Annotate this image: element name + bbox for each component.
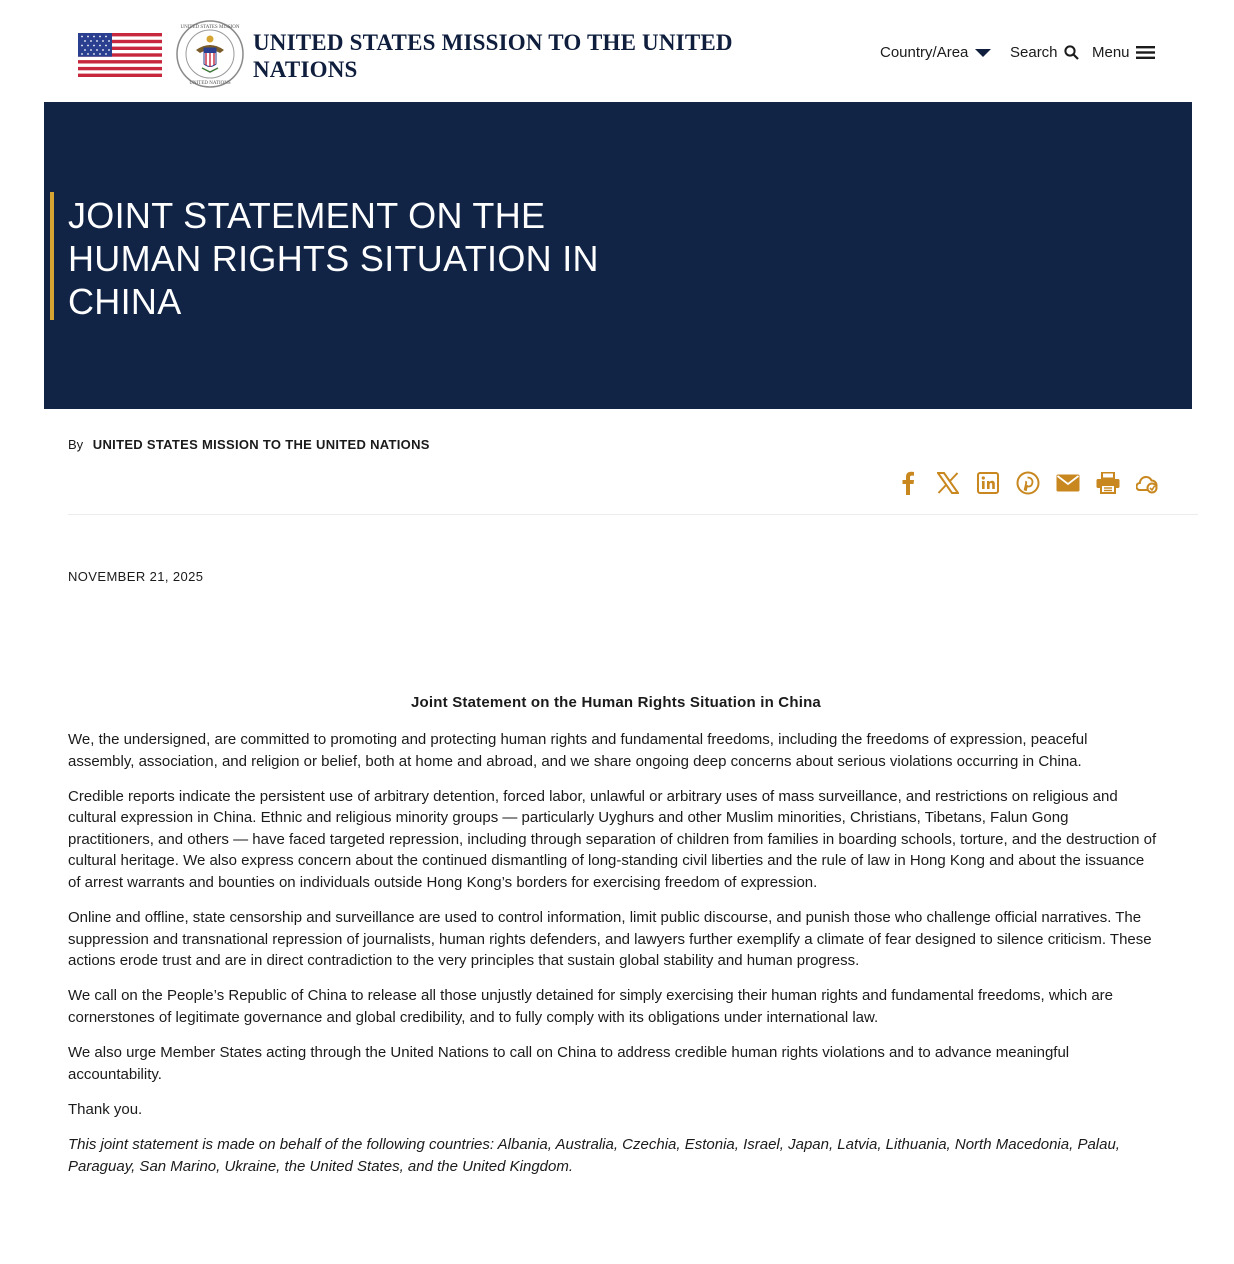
byline bbox=[68, 437, 430, 452]
linkedin-icon[interactable] bbox=[973, 468, 1003, 498]
byline-divider bbox=[68, 514, 1198, 515]
country-area-dropdown[interactable] bbox=[880, 44, 992, 61]
email-icon[interactable] bbox=[1053, 468, 1083, 498]
us-flag-icon bbox=[78, 33, 162, 77]
signatories-note: This joint statement is made on behalf of the following countries: Albania, Australia, Czechia, Estonia, Israel, Japan, Latvia, Lithuania, North Macedonia, Palau, Paraguay, San Marino, Ukraine, the United States, and the United Kingdom. bbox=[68, 1135, 1120, 1175]
hero-banner bbox=[44, 102, 1192, 409]
search-button[interactable] bbox=[1010, 44, 1079, 61]
article-title: Joint Statement on the Human Rights Situation in China bbox=[411, 694, 821, 711]
menu-button[interactable] bbox=[1092, 44, 1155, 61]
share-toolbar bbox=[893, 468, 1163, 498]
share-icon[interactable] bbox=[1133, 468, 1163, 498]
hamburger-icon bbox=[1136, 45, 1155, 60]
byline-prefix: By bbox=[68, 437, 84, 452]
article-paragraph: Thank you. bbox=[68, 1100, 143, 1118]
article-body bbox=[68, 729, 1158, 1191]
article-paragraph: We call on the People’s Republic of China to release all those unjustly detained for simply exercising their human rights and fundamental freedoms, which are cornerstones of legitimate governance and global credibility, and to fully comply with its obligations under international law. bbox=[68, 987, 1114, 1027]
site-title-line2: NATIONS bbox=[253, 57, 358, 82]
pinterest-icon[interactable] bbox=[1013, 468, 1043, 498]
search-label: Search bbox=[1010, 44, 1058, 61]
article-paragraph: We, the undersigned, are committed to promoting and protecting human rights and fundamental freedoms, including the freedoms of expression, peaceful assembly, association, and religion or belief, both at home and abroad, and we share ongoing deep concerns about serious violations occurring in China. bbox=[68, 731, 1088, 770]
site-header bbox=[0, 0, 1234, 102]
menu-label: Menu bbox=[1092, 44, 1130, 61]
site-title[interactable] bbox=[253, 29, 773, 83]
x-icon[interactable] bbox=[933, 468, 963, 498]
search-icon bbox=[1064, 45, 1079, 60]
seal-text-bottom: UNITED NATIONS bbox=[189, 81, 231, 86]
print-icon[interactable] bbox=[1093, 468, 1123, 498]
byline-author[interactable]: UNITED STATES MISSION TO THE UNITED NATIONS bbox=[92, 437, 430, 452]
article-paragraph: Credible reports indicate the persistent use of arbitrary detention, forced labor, unlawful or arbitrary uses of mass surveillance, and restrictions on religious and cultural expression in China. Ethnic and religious minority groups — particularly Uyghurs and other Muslim minorities, Christians, Tibetans, Falun Gong practitioners, and others — have faced targeted repression, including through separation of children from families in boarding schools, torture, and the destruction of cultural heritage. We also express concern about the continued dismantling of long-standing civil liberties and the rule of law in Hong Kong and about the issuance of arrest warrants and bounties on individuals outside Hong Kong’s borders for exercising freedom of expression. bbox=[68, 787, 1157, 892]
facebook-icon[interactable] bbox=[893, 468, 923, 498]
page-title-line2: HUMAN RIGHTS SITUATION IN bbox=[68, 238, 599, 279]
page-title bbox=[68, 194, 688, 323]
article-paragraph: Online and offline, state censorship and surveillance are used to control information, limit public discourse, and punish those who challenge official narratives. The suppression and transnational repression of journalists, human rights defenders, and lawyers further exemplify a climate of fear designed to silence criticism. These actions erode trust and are in direct contradiction to the very principles that sustain global stability and human progress. bbox=[68, 909, 1152, 970]
mission-seal-icon bbox=[176, 20, 244, 88]
caret-down-icon bbox=[974, 48, 992, 58]
seal-text-top: UNITED STATES MISSION bbox=[180, 25, 240, 30]
site-title-line1: UNITED STATES MISSION TO THE UNITED bbox=[253, 30, 733, 55]
article-paragraph: We also urge Member States acting through the United Nations to call on China to address credible human rights violations and to advance meaningful accountability. bbox=[68, 1044, 1070, 1083]
hero-accent-bar bbox=[50, 192, 54, 320]
page-title-line1: JOINT STATEMENT ON THE bbox=[68, 195, 546, 236]
country-area-label: Country/Area bbox=[880, 44, 969, 61]
publish-date: NOVEMBER 21, 2025 bbox=[68, 569, 204, 584]
page-title-line3: CHINA bbox=[68, 281, 182, 322]
